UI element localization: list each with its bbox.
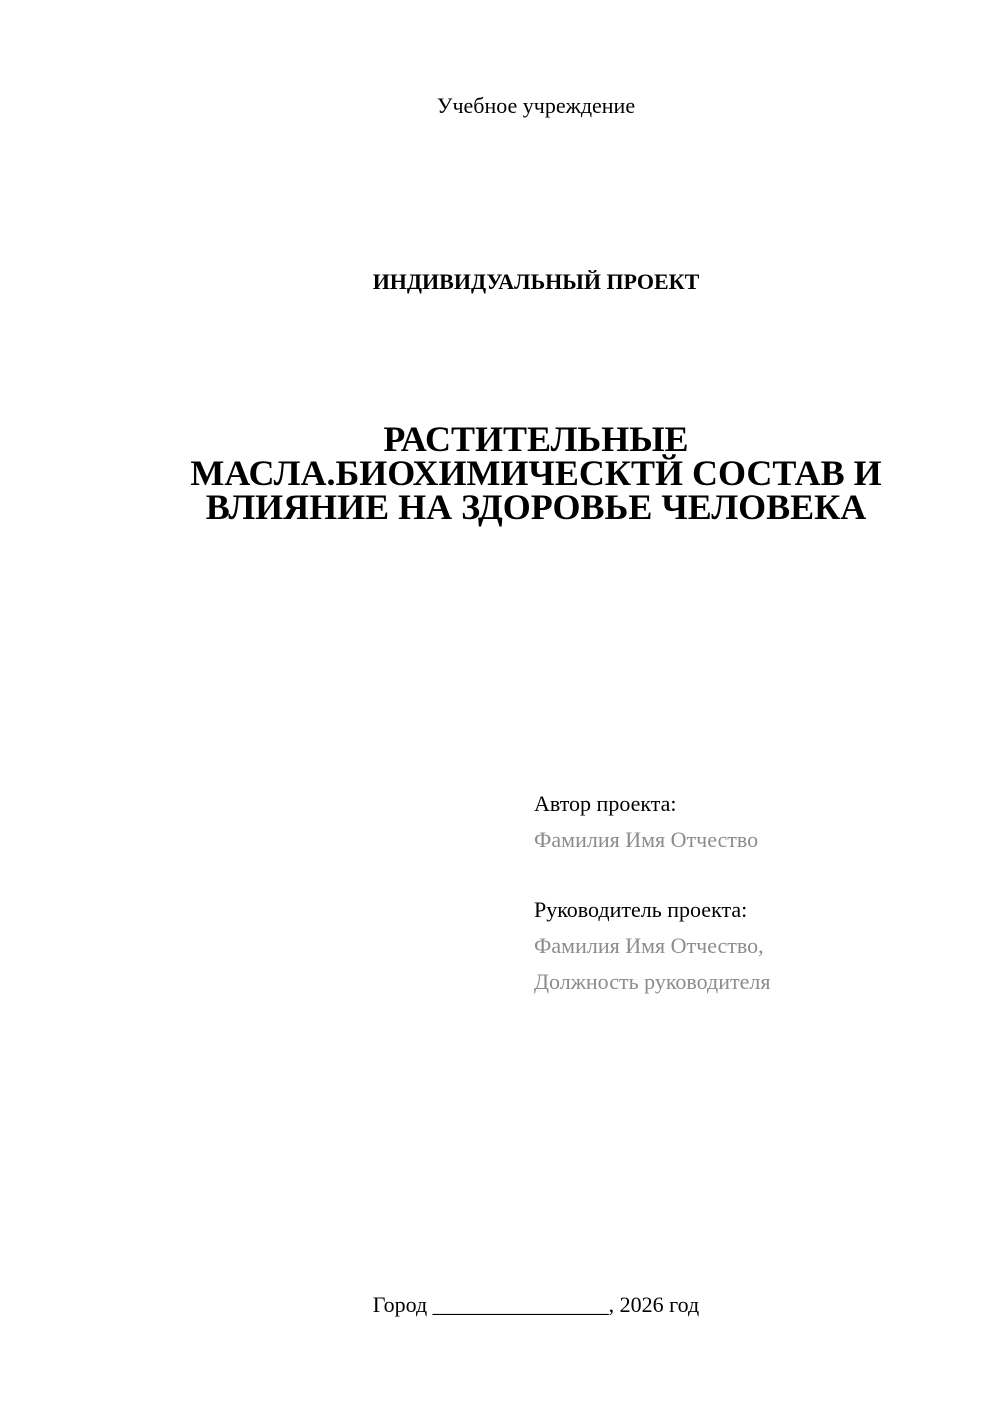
author-label: Автор проекта: <box>534 791 677 816</box>
author-name-placeholder: Фамилия Имя Отчество <box>534 827 759 852</box>
institution-name: Учебное учреждение <box>436 93 636 118</box>
supervisor-label: Руководитель проекта: <box>534 897 748 922</box>
project-title <box>140 419 932 527</box>
supervisor-position-placeholder: Должность руководителя <box>534 969 771 994</box>
title-line: ВЛИЯНИЕ НА ЗДОРОВЬЕ ЧЕЛОВЕКА <box>205 487 867 527</box>
city-year-line: Город ________________, 2026 год <box>372 1292 700 1317</box>
supervisor-name-placeholder: Фамилия Имя Отчество, <box>534 933 764 958</box>
project-type-heading: ИНДИВИДУАЛЬНЫЙ ПРОЕКТ <box>372 269 700 294</box>
author-block <box>534 786 974 858</box>
title-line: МАСЛА.БИОХИМИЧЕСКТЙ СОСТАВ И <box>190 453 882 493</box>
title-line: РАСТИТЕЛЬНЫЕ <box>383 419 689 459</box>
supervisor-block <box>534 892 974 1000</box>
